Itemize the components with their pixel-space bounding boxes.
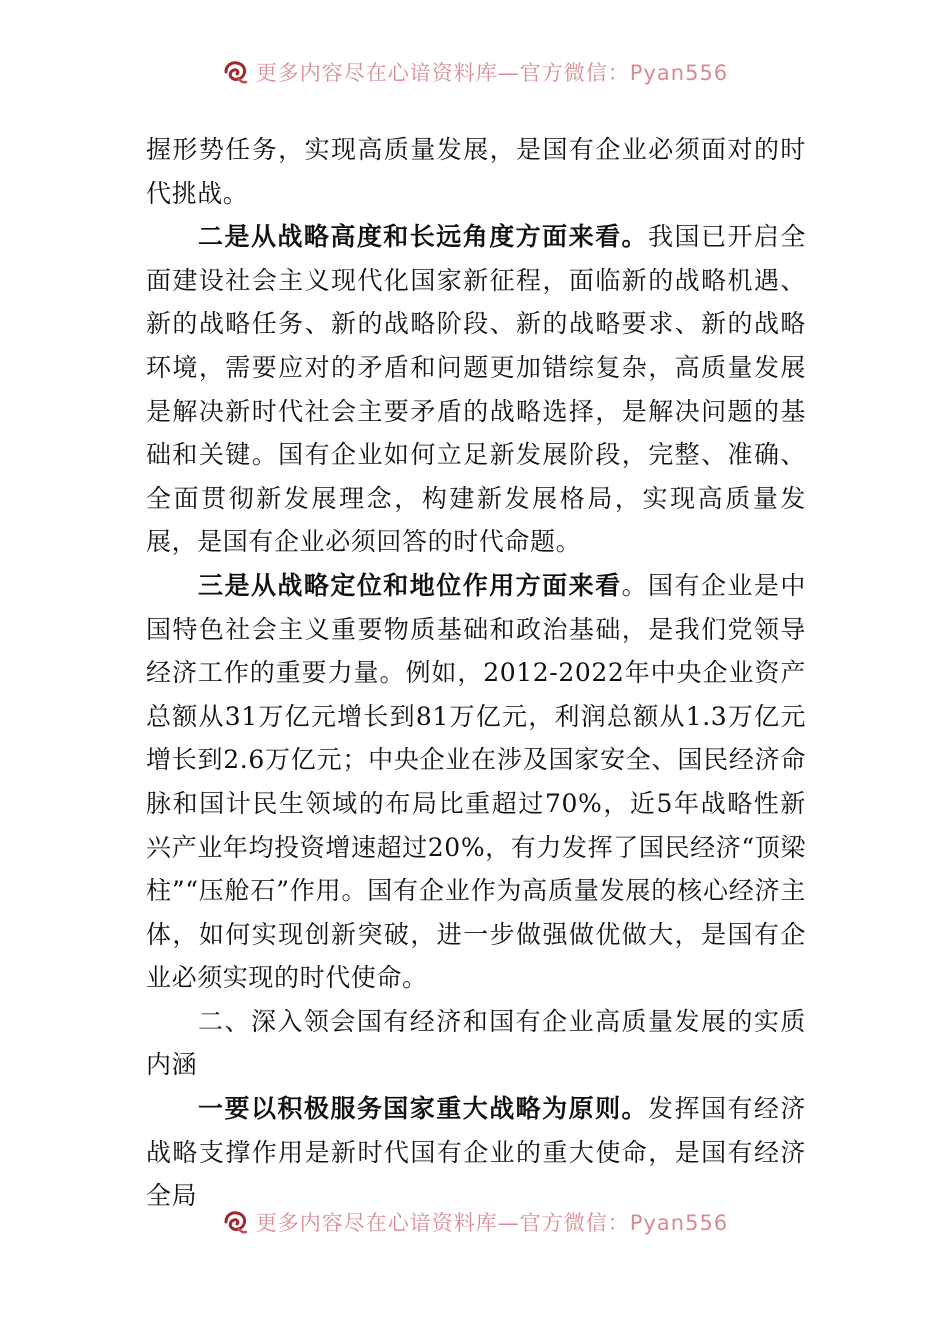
paragraph-text: 。国有企业是中国特色社会主义重要物质基础和政治基础，是我们党领导经济工作的重要力量。例如，2012-2022年中央企业资产总额从31万亿元增长到81万亿元，利润总额从1.3万亿元增长到2.6万亿元；中央企业在涉及国家安全、国民经济命脉和国计民生领域的布局比重超过70%，近5年战略性新兴产业年均投资增速超过20%，有力发挥了国民经济“顶梁柱”“压舱石”作用。国有企业作为高质量发展的核心经济主体，如何实现创新突破，进一步做强做优做大，是国有企业必须实现的时代使命。 (146, 570, 806, 993)
watermark-banner-top (0, 54, 950, 90)
section-heading-text: 二、深入领会国有经济和国有企业高质量发展的实质内涵 (146, 1006, 806, 1080)
watermark-logo-icon (222, 1208, 250, 1236)
paragraph-strategic-position (146, 564, 806, 1000)
paragraph-lead: 一要以积极服务国家重大战略为原则。 (198, 1094, 649, 1124)
watermark-text: 更多内容尽在心谙资料库—官方微信：Pyan556 (255, 61, 729, 85)
watermark-logo-icon (222, 58, 250, 86)
paragraph-text: 握形势任务，实现高质量发展，是国有企业必须面对的时代挑战。 (146, 135, 806, 208)
document-body (146, 128, 806, 1218)
paragraph-strategic-height (146, 215, 806, 564)
paragraph-serve-strategy (146, 1087, 806, 1218)
watermark-banner-bottom (0, 1204, 950, 1240)
paragraph-lead: 二是从战略高度和长远角度方面来看。 (198, 222, 649, 252)
watermark-text: 更多内容尽在心谙资料库—官方微信：Pyan556 (255, 1211, 729, 1235)
paragraph-lead: 三是从战略定位和地位作用方面来看 (198, 570, 622, 600)
section-heading (146, 1000, 806, 1087)
paragraph-text: 我国已开启全面建设社会主义现代化国家新征程，面临新的战略机遇、新的战略任务、新的战略阶段、新的战略要求、新的战略环境，需要应对的矛盾和问题更加错综复杂，高质量发展是解决新时代社会主要矛盾的战略选择，是解决问题的基础和关键。国有企业如何立足新发展阶段，完整、准确、全面贯彻新发展理念，构建新发展格局，实现高质量发展，是国有企业必须回答的时代命题。 (146, 222, 806, 557)
paragraph-text: 发挥国有经济战略支撑作用是新时代国有企业的重大使命，是国有经济全局 (146, 1094, 806, 1211)
paragraph-continuation (146, 128, 806, 215)
